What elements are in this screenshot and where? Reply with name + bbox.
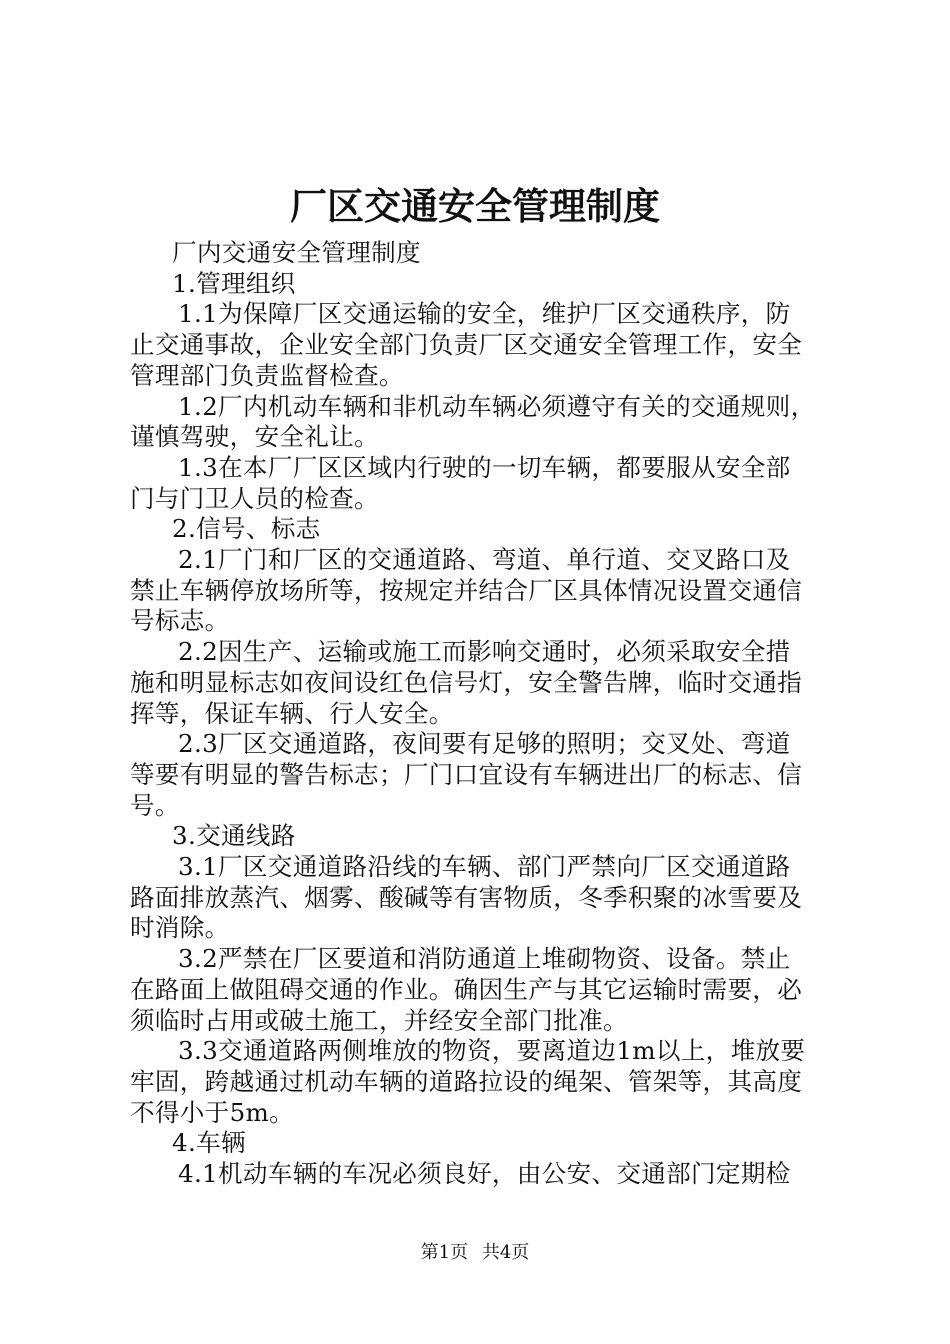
body-line: 2.信号、标志 bbox=[172, 514, 321, 544]
page-number: 第1页 bbox=[420, 1242, 469, 1263]
body-line: 1.管理组织 bbox=[172, 268, 296, 298]
body-line: 号。 bbox=[130, 790, 180, 820]
body-line: 1.3在本厂厂区区域内行驶的一切车辆，都要服从安全部 bbox=[178, 452, 791, 482]
body-line: 厂内交通安全管理制度 bbox=[172, 238, 421, 267]
body-line: 1.1为保障厂区交通运输的安全，维护厂区交通秩序，防 bbox=[178, 299, 791, 329]
body-line: 3.交通线路 bbox=[172, 821, 296, 851]
document-body bbox=[130, 238, 830, 1190]
body-line: 禁止车辆停放场所等，按规定并结合厂区具体情况设置交通信 bbox=[130, 575, 803, 605]
body-line: 4.车辆 bbox=[172, 1128, 246, 1158]
body-line: 路面排放蒸汽、烟雾、酸碱等有害物质，冬季积聚的冰雪要及 bbox=[130, 882, 803, 912]
body-line: 须临时占用或破土施工，并经安全部门批准。 bbox=[130, 1005, 628, 1035]
page-footer bbox=[0, 1240, 950, 1266]
page-total: 共4页 bbox=[481, 1242, 530, 1263]
body-line: 4.1机动车辆的车况必须良好，由公安、交通部门定期检 bbox=[178, 1159, 791, 1189]
body-line: 1.2厂内机动车辆和非机动车辆必须遵守有关的交通规则， bbox=[178, 391, 816, 421]
body-line: 在路面上做阻碍交通的作业。确因生产与其它运输时需要，必 bbox=[130, 974, 803, 1004]
body-line: 门与门卫人员的检查。 bbox=[130, 483, 379, 513]
body-line: 挥等，保证车辆、行人安全。 bbox=[130, 698, 454, 728]
body-line: 2.3厂区交通道路，夜间要有足够的照明；交叉处、弯道 bbox=[178, 729, 791, 759]
body-line: 3.2严禁在厂区要道和消防通道上堆砌物资、设备。禁止 bbox=[178, 944, 791, 974]
body-line: 2.2因生产、运输或施工而影响交通时，必须采取安全措 bbox=[178, 637, 791, 667]
body-line: 施和明显标志如夜间设红色信号灯，安全警告牌，临时交通指 bbox=[130, 667, 803, 697]
body-line: 时消除。 bbox=[130, 913, 230, 943]
body-line: 不得小于5m。 bbox=[130, 1097, 295, 1127]
body-line: 管理部门负责监督检查。 bbox=[130, 360, 404, 390]
body-line: 3.1厂区交通道路沿线的车辆、部门严禁向厂区交通道路 bbox=[178, 852, 791, 882]
body-line: 2.1厂门和厂区的交通道路、弯道、单行道、交叉路口及 bbox=[178, 545, 791, 575]
body-line: 谨慎驾驶，安全礼让。 bbox=[130, 422, 379, 452]
body-line: 牢固，跨越通过机动车辆的道路拉设的绳架、管架等，其高度 bbox=[130, 1066, 803, 1096]
body-line: 等要有明显的警告标志；厂门口宜设有车辆进出厂的标志、信 bbox=[130, 759, 803, 789]
body-line: 止交通事故，企业安全部门负责厂区交通安全管理工作，安全 bbox=[130, 330, 803, 360]
document-title: 厂区交通安全管理制度 bbox=[290, 185, 660, 228]
body-line: 3.3交通道路两侧堆放的物资，要离道边1m以上，堆放要 bbox=[178, 1036, 806, 1066]
body-line: 号标志。 bbox=[130, 606, 230, 636]
